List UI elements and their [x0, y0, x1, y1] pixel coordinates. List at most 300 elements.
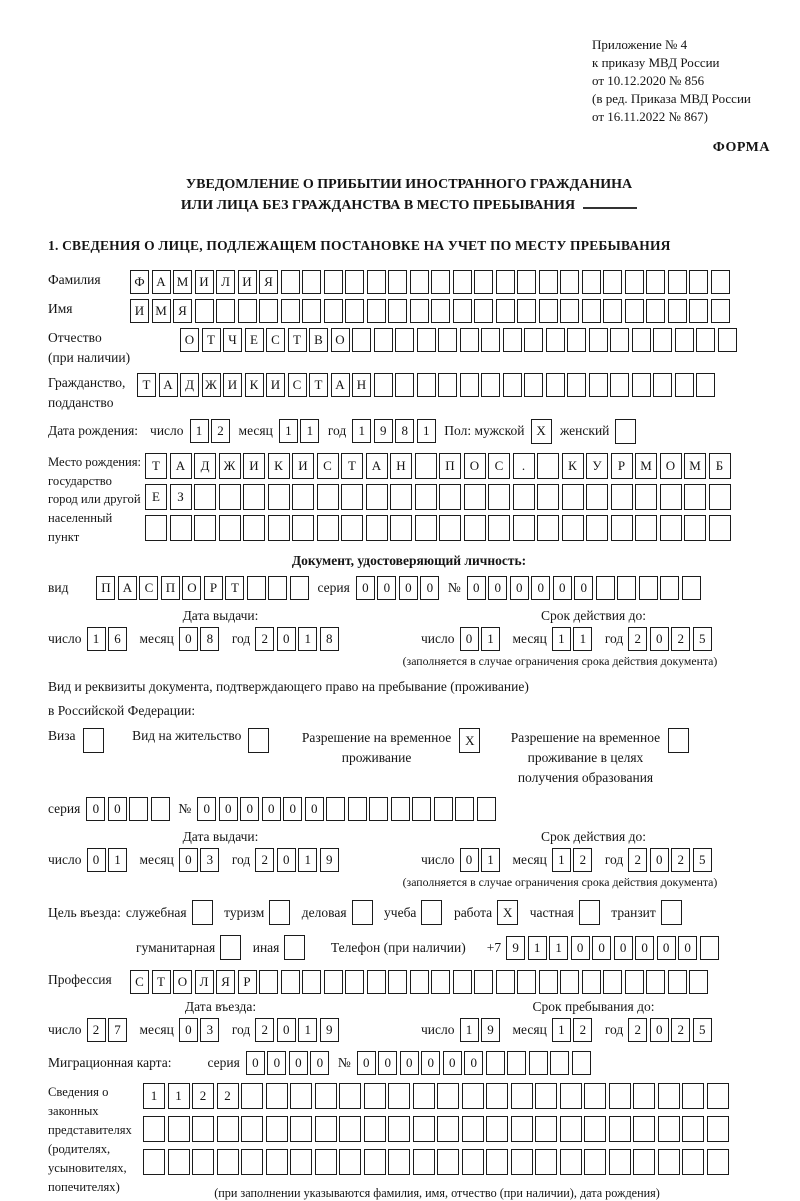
form-cell[interactable] [639, 576, 658, 600]
form-cell[interactable] [517, 270, 536, 294]
form-cell[interactable] [546, 328, 565, 352]
form-cell[interactable] [421, 900, 442, 925]
form-cell[interactable]: 0 [399, 576, 418, 600]
form-cell[interactable] [653, 328, 672, 352]
form-cell[interactable] [462, 1116, 484, 1142]
form-cell[interactable] [367, 970, 386, 994]
form-cell[interactable]: Т [152, 970, 171, 994]
form-cell[interactable]: И [130, 299, 149, 323]
form-cell[interactable]: 0 [378, 1051, 397, 1075]
form-cell[interactable] [434, 797, 453, 821]
form-cell[interactable] [684, 484, 706, 510]
form-cell[interactable]: 0 [460, 627, 479, 651]
form-cell[interactable] [341, 515, 363, 541]
form-cell[interactable] [168, 1149, 190, 1175]
form-cell[interactable] [266, 1116, 288, 1142]
form-cell[interactable] [248, 728, 269, 753]
form-cell[interactable]: И [195, 270, 214, 294]
form-cell[interactable]: О [331, 328, 350, 352]
form-cell[interactable] [486, 1083, 508, 1109]
form-cell[interactable]: 0 [657, 936, 676, 960]
form-cell[interactable]: 0 [421, 1051, 440, 1075]
form-cell[interactable] [413, 1116, 435, 1142]
form-cell[interactable]: В [309, 328, 328, 352]
form-cell[interactable]: 1 [168, 1083, 190, 1109]
form-cell[interactable] [268, 515, 290, 541]
form-cell[interactable]: Б [709, 453, 731, 479]
form-cell[interactable] [615, 419, 636, 444]
form-cell[interactable]: Т [341, 453, 363, 479]
form-cell[interactable] [668, 970, 687, 994]
form-cell[interactable] [390, 484, 412, 510]
form-cell[interactable]: 1 [460, 1018, 479, 1042]
form-cell[interactable] [668, 728, 689, 753]
purpose-private-checkbox[interactable] [579, 900, 603, 925]
form-cell[interactable]: 9 [374, 419, 393, 443]
form-cell[interactable] [348, 797, 367, 821]
form-cell[interactable] [603, 270, 622, 294]
form-cell[interactable]: А [331, 373, 350, 397]
form-cell[interactable]: 1 [352, 419, 371, 443]
form-cell[interactable] [524, 373, 543, 397]
form-cell[interactable] [610, 373, 629, 397]
form-cell[interactable]: С [130, 970, 149, 994]
form-cell[interactable]: М [173, 270, 192, 294]
form-cell[interactable] [290, 1083, 312, 1109]
form-cell[interactable] [486, 1149, 508, 1175]
purpose-tourism-checkbox[interactable] [269, 900, 293, 925]
form-cell[interactable] [241, 1116, 263, 1142]
form-cell[interactable] [339, 1149, 361, 1175]
form-cell[interactable] [711, 270, 730, 294]
form-cell[interactable] [682, 1116, 704, 1142]
form-cell[interactable] [535, 1149, 557, 1175]
form-cell[interactable] [562, 484, 584, 510]
form-cell[interactable]: А [170, 453, 192, 479]
form-cell[interactable] [219, 515, 241, 541]
form-cell[interactable] [535, 1083, 557, 1109]
form-cell[interactable] [582, 270, 601, 294]
form-cell[interactable] [170, 515, 192, 541]
form-cell[interactable] [281, 299, 300, 323]
form-cell[interactable] [511, 1116, 533, 1142]
form-cell[interactable] [609, 1116, 631, 1142]
form-cell[interactable] [582, 970, 601, 994]
form-cell[interactable] [635, 515, 657, 541]
form-cell[interactable] [464, 515, 486, 541]
form-cell[interactable] [194, 515, 216, 541]
form-cell[interactable]: 0 [310, 1051, 329, 1075]
form-cell[interactable]: 1 [528, 936, 547, 960]
form-cell[interactable] [415, 484, 437, 510]
form-cell[interactable]: 3 [200, 1018, 219, 1042]
form-cell[interactable] [341, 484, 363, 510]
form-cell[interactable] [302, 299, 321, 323]
form-cell[interactable] [290, 1116, 312, 1142]
form-cell[interactable] [660, 484, 682, 510]
form-cell[interactable]: 1 [552, 1018, 571, 1042]
form-cell[interactable]: К [245, 373, 264, 397]
form-cell[interactable] [474, 299, 493, 323]
form-cell[interactable] [675, 373, 694, 397]
form-cell[interactable]: И [266, 373, 285, 397]
form-cell[interactable] [707, 1116, 729, 1142]
form-cell[interactable]: Т [145, 453, 167, 479]
form-cell[interactable]: 2 [192, 1083, 214, 1109]
form-cell[interactable] [586, 515, 608, 541]
form-cell[interactable]: 0 [179, 848, 198, 872]
form-cell[interactable] [582, 299, 601, 323]
form-cell[interactable] [290, 1149, 312, 1175]
form-cell[interactable]: А [152, 270, 171, 294]
form-cell[interactable]: 0 [510, 576, 529, 600]
form-cell[interactable]: О [464, 453, 486, 479]
form-cell[interactable] [437, 1083, 459, 1109]
form-cell[interactable]: 0 [420, 576, 439, 600]
form-cell[interactable]: 0 [277, 848, 296, 872]
form-cell[interactable]: М [152, 299, 171, 323]
form-cell[interactable] [238, 299, 257, 323]
form-cell[interactable] [658, 1149, 680, 1175]
form-cell[interactable]: Р [204, 576, 223, 600]
form-cell[interactable] [364, 1149, 386, 1175]
form-cell[interactable] [317, 484, 339, 510]
sex-male-checkbox[interactable] [531, 419, 555, 444]
form-cell[interactable]: 0 [289, 1051, 308, 1075]
form-cell[interactable] [460, 328, 479, 352]
form-cell[interactable] [560, 1149, 582, 1175]
form-cell[interactable] [388, 270, 407, 294]
residence-permit-checkbox[interactable] [248, 728, 272, 753]
form-cell[interactable]: П [96, 576, 115, 600]
form-cell[interactable] [317, 515, 339, 541]
form-cell[interactable] [192, 1149, 214, 1175]
form-cell[interactable]: 0 [246, 1051, 265, 1075]
form-cell[interactable] [302, 970, 321, 994]
purpose-other-checkbox[interactable] [284, 935, 308, 960]
form-cell[interactable]: 7 [108, 1018, 127, 1042]
form-cell[interactable] [413, 1083, 435, 1109]
form-cell[interactable] [339, 1116, 361, 1142]
form-cell[interactable] [550, 1051, 569, 1075]
form-cell[interactable] [315, 1116, 337, 1142]
form-cell[interactable] [388, 1149, 410, 1175]
form-cell[interactable] [453, 299, 472, 323]
form-cell[interactable]: Я [216, 970, 235, 994]
form-cell[interactable] [374, 328, 393, 352]
form-cell[interactable] [567, 328, 586, 352]
form-cell[interactable]: 1 [298, 627, 317, 651]
form-cell[interactable] [326, 797, 345, 821]
form-cell[interactable] [709, 484, 731, 510]
form-cell[interactable]: 0 [592, 936, 611, 960]
form-cell[interactable]: С [488, 453, 510, 479]
form-cell[interactable] [292, 515, 314, 541]
form-cell[interactable] [668, 270, 687, 294]
form-cell[interactable] [617, 576, 636, 600]
form-cell[interactable] [560, 270, 579, 294]
form-cell[interactable] [431, 270, 450, 294]
form-cell[interactable]: 0 [219, 797, 238, 821]
form-cell[interactable] [696, 373, 715, 397]
form-cell[interactable] [603, 970, 622, 994]
form-cell[interactable]: 0 [650, 627, 669, 651]
form-cell[interactable]: 0 [614, 936, 633, 960]
form-cell[interactable]: 0 [650, 848, 669, 872]
form-cell[interactable]: 0 [179, 1018, 198, 1042]
form-cell[interactable] [269, 900, 290, 925]
form-cell[interactable] [537, 484, 559, 510]
purpose-business-checkbox[interactable] [352, 900, 376, 925]
form-cell[interactable]: 1 [549, 936, 568, 960]
form-cell[interactable] [220, 935, 241, 960]
purpose-official-checkbox[interactable] [192, 900, 216, 925]
form-cell[interactable]: Ч [223, 328, 242, 352]
form-cell[interactable] [431, 299, 450, 323]
form-cell[interactable] [567, 373, 586, 397]
form-cell[interactable]: 0 [635, 936, 654, 960]
form-cell[interactable]: М [635, 453, 657, 479]
form-cell[interactable]: 0 [283, 797, 302, 821]
form-cell[interactable] [682, 576, 701, 600]
form-cell[interactable] [395, 328, 414, 352]
form-cell[interactable]: И [292, 453, 314, 479]
form-cell[interactable] [658, 1116, 680, 1142]
form-cell[interactable]: 0 [277, 627, 296, 651]
form-cell[interactable] [413, 1149, 435, 1175]
form-cell[interactable]: 2 [573, 1018, 592, 1042]
sex-female-checkbox[interactable] [615, 419, 639, 444]
form-cell[interactable] [412, 797, 431, 821]
form-cell[interactable]: X [459, 728, 480, 753]
form-cell[interactable]: 9 [320, 848, 339, 872]
form-cell[interactable]: О [180, 328, 199, 352]
form-cell[interactable]: 0 [650, 1018, 669, 1042]
form-cell[interactable]: Д [194, 453, 216, 479]
form-cell[interactable] [241, 1149, 263, 1175]
form-cell[interactable] [486, 1051, 505, 1075]
purpose-humanitarian-checkbox[interactable] [220, 935, 244, 960]
purpose-study-checkbox[interactable] [421, 900, 445, 925]
temp-residence-education-checkbox[interactable] [668, 728, 692, 753]
form-cell[interactable]: Р [611, 453, 633, 479]
form-cell[interactable]: 0 [240, 797, 259, 821]
form-cell[interactable] [517, 970, 536, 994]
form-cell[interactable]: Р [238, 970, 257, 994]
form-cell[interactable] [682, 1083, 704, 1109]
form-cell[interactable]: 1 [481, 848, 500, 872]
form-cell[interactable]: 5 [693, 848, 712, 872]
form-cell[interactable]: 0 [357, 1051, 376, 1075]
form-cell[interactable]: 1 [279, 419, 298, 443]
form-cell[interactable] [439, 484, 461, 510]
form-cell[interactable]: 0 [179, 627, 198, 651]
form-cell[interactable] [477, 797, 496, 821]
form-cell[interactable]: Т [288, 328, 307, 352]
purpose-work-checkbox[interactable] [497, 900, 521, 925]
form-cell[interactable] [610, 328, 629, 352]
form-cell[interactable] [453, 270, 472, 294]
form-cell[interactable] [689, 970, 708, 994]
form-cell[interactable] [352, 900, 373, 925]
form-cell[interactable] [496, 270, 515, 294]
form-cell[interactable] [369, 797, 388, 821]
form-cell[interactable]: 9 [481, 1018, 500, 1042]
form-cell[interactable] [572, 1051, 591, 1075]
form-cell[interactable] [345, 270, 364, 294]
form-cell[interactable]: К [268, 453, 290, 479]
form-cell[interactable]: X [531, 419, 552, 444]
form-cell[interactable]: Е [145, 484, 167, 510]
form-cell[interactable]: Н [352, 373, 371, 397]
form-cell[interactable] [653, 373, 672, 397]
form-cell[interactable] [596, 576, 615, 600]
form-cell[interactable] [259, 299, 278, 323]
form-cell[interactable] [415, 515, 437, 541]
form-cell[interactable] [143, 1149, 165, 1175]
form-cell[interactable] [290, 576, 309, 600]
form-cell[interactable] [625, 270, 644, 294]
form-cell[interactable] [609, 1149, 631, 1175]
form-cell[interactable] [391, 797, 410, 821]
form-cell[interactable] [513, 515, 535, 541]
form-cell[interactable]: 0 [377, 576, 396, 600]
form-cell[interactable]: 5 [693, 1018, 712, 1042]
form-cell[interactable] [415, 453, 437, 479]
form-cell[interactable]: 0 [197, 797, 216, 821]
form-cell[interactable] [684, 515, 706, 541]
form-cell[interactable] [481, 328, 500, 352]
form-cell[interactable] [410, 270, 429, 294]
form-cell[interactable] [488, 484, 510, 510]
form-cell[interactable] [707, 1149, 729, 1175]
form-cell[interactable]: 2 [671, 1018, 690, 1042]
form-cell[interactable] [507, 1051, 526, 1075]
form-cell[interactable]: 1 [481, 627, 500, 651]
form-cell[interactable]: Ж [219, 453, 241, 479]
form-cell[interactable] [268, 484, 290, 510]
form-cell[interactable]: 0 [305, 797, 324, 821]
form-cell[interactable]: У [586, 453, 608, 479]
form-cell[interactable] [219, 484, 241, 510]
form-cell[interactable]: 0 [443, 1051, 462, 1075]
form-cell[interactable]: 0 [574, 576, 593, 600]
form-cell[interactable]: С [288, 373, 307, 397]
form-cell[interactable] [718, 328, 737, 352]
form-cell[interactable] [168, 1116, 190, 1142]
form-cell[interactable] [513, 484, 535, 510]
form-cell[interactable] [453, 970, 472, 994]
form-cell[interactable]: 3 [200, 848, 219, 872]
form-cell[interactable]: И [238, 270, 257, 294]
form-cell[interactable] [431, 970, 450, 994]
form-cell[interactable]: 0 [531, 576, 550, 600]
form-cell[interactable] [284, 935, 305, 960]
form-cell[interactable]: Н [390, 453, 412, 479]
form-cell[interactable]: X [497, 900, 518, 925]
form-cell[interactable]: 1 [417, 419, 436, 443]
form-cell[interactable] [216, 299, 235, 323]
form-cell[interactable] [145, 515, 167, 541]
form-cell[interactable] [266, 1149, 288, 1175]
form-cell[interactable] [281, 270, 300, 294]
form-cell[interactable] [503, 328, 522, 352]
form-cell[interactable] [462, 1083, 484, 1109]
form-cell[interactable] [315, 1083, 337, 1109]
form-cell[interactable]: 0 [571, 936, 590, 960]
form-cell[interactable]: . [513, 453, 535, 479]
form-cell[interactable] [562, 515, 584, 541]
form-cell[interactable]: А [118, 576, 137, 600]
form-cell[interactable] [241, 1083, 263, 1109]
form-cell[interactable] [496, 970, 515, 994]
form-cell[interactable] [635, 484, 657, 510]
form-cell[interactable]: И [243, 453, 265, 479]
form-cell[interactable] [709, 515, 731, 541]
form-cell[interactable]: 0 [86, 797, 105, 821]
form-cell[interactable] [437, 1149, 459, 1175]
form-cell[interactable] [689, 299, 708, 323]
form-cell[interactable] [462, 1149, 484, 1175]
form-cell[interactable] [268, 576, 287, 600]
form-cell[interactable] [537, 453, 559, 479]
form-cell[interactable] [632, 373, 651, 397]
form-cell[interactable] [243, 515, 265, 541]
form-cell[interactable] [339, 1083, 361, 1109]
form-cell[interactable]: 0 [262, 797, 281, 821]
form-cell[interactable]: 8 [200, 627, 219, 651]
form-cell[interactable] [292, 484, 314, 510]
form-cell[interactable]: Д [180, 373, 199, 397]
form-cell[interactable] [367, 299, 386, 323]
form-cell[interactable] [517, 299, 536, 323]
form-cell[interactable]: 0 [400, 1051, 419, 1075]
form-cell[interactable] [529, 1051, 548, 1075]
form-cell[interactable]: К [562, 453, 584, 479]
form-cell[interactable] [195, 299, 214, 323]
form-cell[interactable] [388, 1116, 410, 1142]
form-cell[interactable] [658, 1083, 680, 1109]
form-cell[interactable]: 2 [217, 1083, 239, 1109]
form-cell[interactable] [511, 1149, 533, 1175]
form-cell[interactable]: 5 [693, 627, 712, 651]
form-cell[interactable] [696, 328, 715, 352]
form-cell[interactable] [481, 373, 500, 397]
form-cell[interactable]: Т [309, 373, 328, 397]
form-cell[interactable] [302, 270, 321, 294]
form-cell[interactable]: 1 [298, 1018, 317, 1042]
form-cell[interactable]: 2 [255, 627, 274, 651]
form-cell[interactable]: П [161, 576, 180, 600]
form-cell[interactable] [266, 1083, 288, 1109]
form-cell[interactable] [474, 270, 493, 294]
form-cell[interactable]: 2 [573, 848, 592, 872]
form-cell[interactable] [364, 1083, 386, 1109]
form-cell[interactable] [460, 373, 479, 397]
form-cell[interactable] [488, 515, 510, 541]
form-cell[interactable] [539, 970, 558, 994]
form-cell[interactable] [625, 970, 644, 994]
form-cell[interactable] [324, 299, 343, 323]
form-cell[interactable] [192, 1116, 214, 1142]
form-cell[interactable] [589, 373, 608, 397]
form-cell[interactable] [689, 270, 708, 294]
form-cell[interactable] [496, 299, 515, 323]
form-cell[interactable]: 2 [628, 848, 647, 872]
form-cell[interactable] [364, 1116, 386, 1142]
form-cell[interactable]: С [139, 576, 158, 600]
form-cell[interactable] [625, 299, 644, 323]
